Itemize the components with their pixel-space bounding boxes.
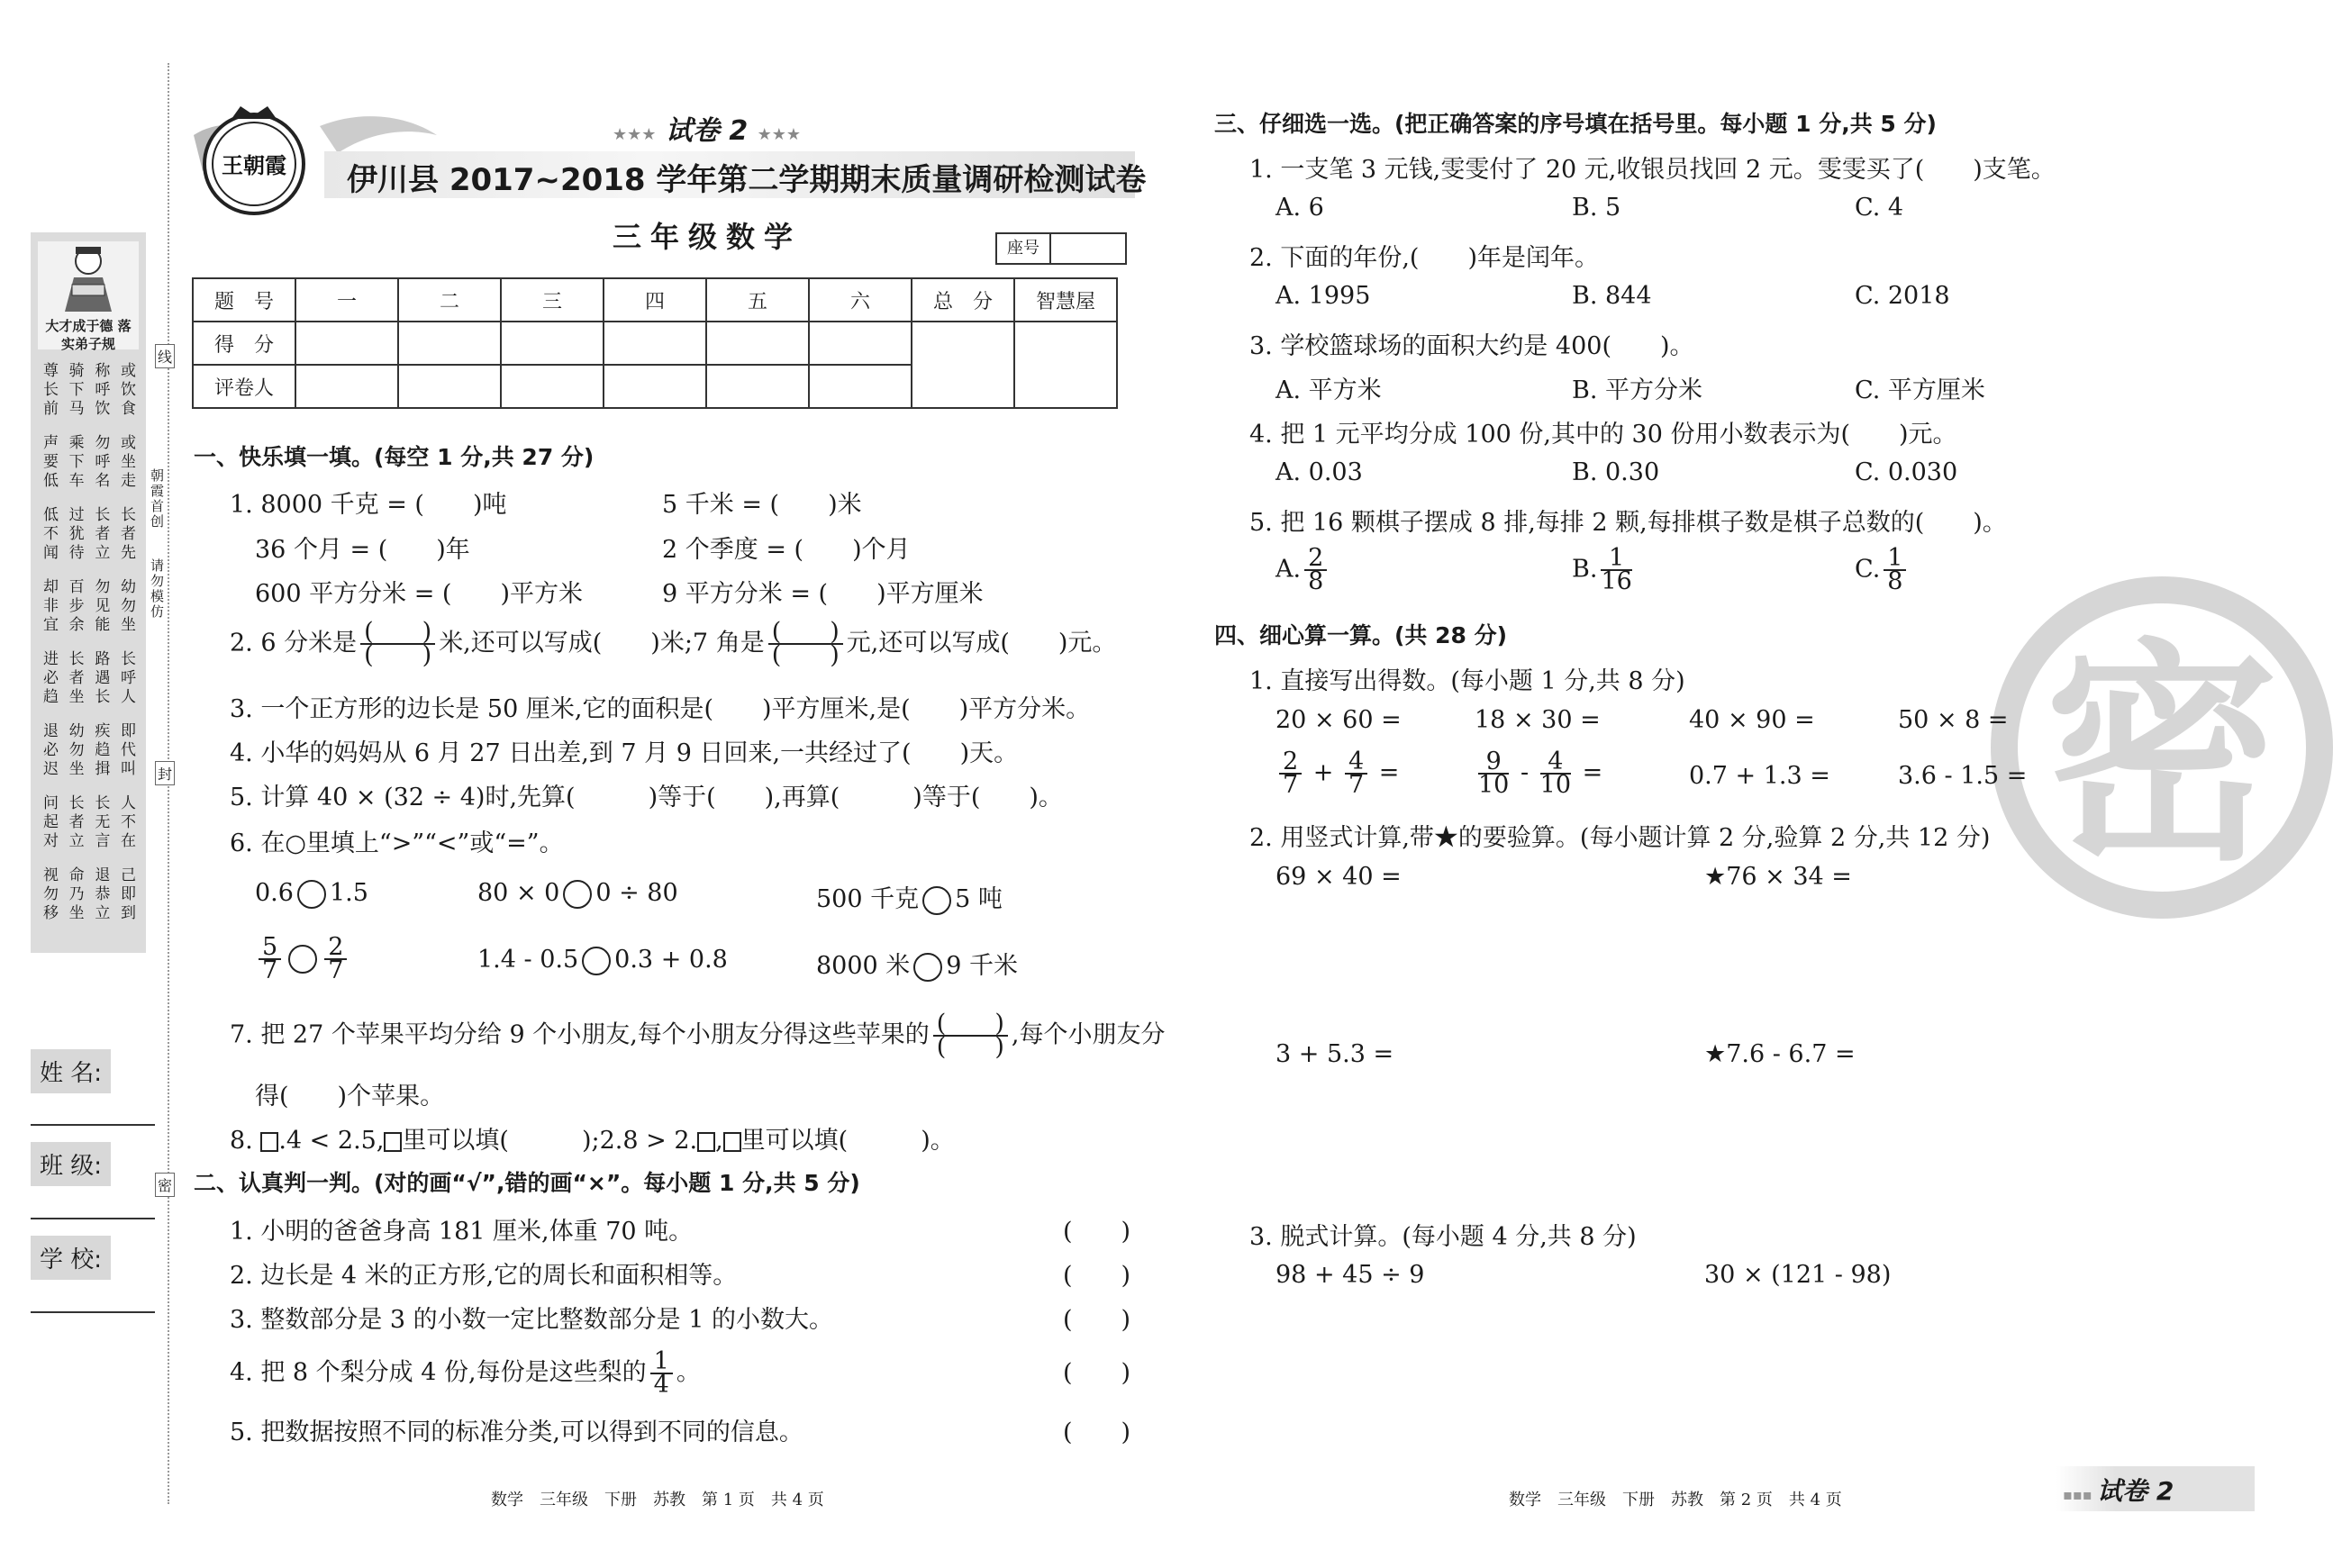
poem-row (43, 506, 139, 578)
poem-col: 退 恭 立 (95, 866, 111, 922)
calc-item: 40 × 90 = (1689, 706, 1815, 734)
scholar-figure-icon (38, 241, 139, 313)
choice-q1: 1. 一支笔 3 元钱,雯雯付了 20 元,收银员找回 2 元。雯雯买了( )支笔。 (1249, 156, 2056, 184)
score-cell[interactable] (604, 322, 706, 365)
score-cell[interactable] (501, 322, 604, 365)
poem-col: 进 必 趋 (43, 650, 59, 706)
q1-f: 9 平方分米 = ( )平方厘米 (662, 580, 984, 608)
subject-title: 三年级数学 (613, 220, 803, 254)
compare-circle[interactable] (563, 880, 592, 909)
poem-col: 长 无 言 (95, 794, 111, 850)
poem-col: 却 非 宜 (43, 578, 59, 634)
poem-col: 问 起 对 (43, 794, 59, 850)
compare-circle[interactable] (913, 953, 942, 982)
seat-label: 座号 (997, 234, 1051, 263)
step-calc-item: 30 × (121 - 98) (1704, 1261, 1892, 1289)
poem-col: 乘 下 车 (68, 434, 85, 490)
choice-q1-opt-c[interactable]: C. 4 (1855, 194, 1904, 222)
vertical-calc-item: 3 + 5.3 = (1275, 1040, 1394, 1068)
blank-fraction[interactable]: $\frac{( )}{( )}$ (933, 1013, 1008, 1058)
poem-col: 退 必 迟 (43, 722, 59, 778)
poem-col: 尊 长 前 (43, 362, 59, 418)
score-row (193, 322, 1117, 365)
score-cell[interactable] (295, 322, 398, 365)
choice-q4-opt-c[interactable]: C. 0.030 (1855, 458, 1958, 486)
q5: 5. 计算 40 × (32 ÷ 4)时,先算( )等于( ),再算( )等于( )。 (230, 784, 1063, 811)
score-cell[interactable] (706, 322, 809, 365)
poem-col: 视 勿 移 (43, 866, 59, 922)
vertical-note-2: 请勿模仿 (149, 558, 165, 620)
vertical-calc-item: ★7.6 - 6.7 = (1704, 1040, 1856, 1068)
choice-q3-opt-b[interactable]: B. 平方分米 (1572, 376, 1703, 404)
q2-text: 元,还可以写成( )元。 (846, 629, 1117, 657)
poem-col: 长 者 立 (95, 506, 111, 562)
judge-item-3: 3. 整数部分是 3 的小数一定比整数部分是 1 的小数大。 (230, 1306, 834, 1334)
poem-col: 或 坐 走 (120, 434, 136, 490)
vertical-calc-item: 69 × 40 = (1275, 863, 1402, 891)
q6-d: $\frac{5}{7}$ $\frac{2}{7}$ (255, 937, 350, 982)
poem-row (43, 362, 139, 434)
section4-title: 四、细心算一算。(共 28 分) (1214, 622, 1508, 648)
vertical-note-1: 朝霞首创 (149, 468, 165, 530)
star-icon: ★★★ (613, 125, 657, 144)
exam-badge: ★★★ 试卷 2 ★★★ (613, 115, 802, 147)
poem-col: 路 遇 长 (95, 650, 111, 706)
class-input-line[interactable] (31, 1218, 155, 1219)
poem-col: 幼 勿 坐 (68, 722, 85, 778)
poem-row (43, 434, 139, 506)
calc-q2: 2. 用竖式计算,带★的要验算。(每小题计算 2 分,验算 2 分,共 12 分) (1249, 824, 1991, 852)
seal-char-feng: 封 (155, 761, 175, 785)
poem-col: 称 呼 饮 (95, 362, 111, 418)
poem-col: 骑 下 马 (68, 362, 85, 418)
school-input-line[interactable] (31, 1311, 155, 1313)
judge-item-1: 1. 小明的爸爸身高 181 厘米,体重 70 吨。 (230, 1218, 694, 1246)
poem-col: 百 步 余 (68, 578, 85, 634)
compare-circle[interactable] (922, 886, 951, 915)
q2-text: 米,还可以写成( )米;7 角是 (439, 629, 765, 657)
q3: 3. 一个正方形的边长是 50 厘米,它的面积是( )平方厘米,是( )平方分米。 (230, 695, 1091, 723)
poem-row (43, 866, 139, 938)
judge-answer-4[interactable]: ( ) (1063, 1359, 1131, 1387)
q6-a: 0.6 1.5 (255, 879, 368, 907)
section2-title: 二、认真判一判。(对的画“√”,错的画“×”。每小题 1 分,共 5 分) (194, 1170, 860, 1196)
poem-col: 长 者 先 (120, 506, 136, 562)
q6-f: 8000 米 9 千米 (816, 952, 1019, 980)
score-header-cell: 三 (501, 278, 604, 322)
calc-fraction-1: $\frac{2}{7}$ + $\frac{4}{7}$ = (1275, 751, 1399, 796)
q6-c: 500 千克 5 吨 (816, 885, 1003, 913)
section3-title: 三、仔细选一选。(把正确答案的序号填在括号里。每小题 1 分,共 5 分) (1214, 111, 1937, 137)
choice-q5-opt-c[interactable]: C. $\frac{1}{8}$ (1855, 548, 1910, 593)
poem-col: 长 者 立 (68, 794, 85, 850)
poem-row (43, 650, 139, 722)
poem-col: 低 不 闻 (43, 506, 59, 562)
decorative-squares-icon: ▪▪▪ (2063, 1486, 2098, 1503)
footer-badge: ▪▪▪ 试卷 2 (2063, 1476, 2174, 1506)
confidential-watermark (1991, 576, 2333, 919)
q1-c: 36 个月 = ( )年 (255, 536, 470, 564)
score-header-cell: 六 (809, 278, 912, 322)
score-header-cell: 智慧屋 (1014, 278, 1117, 322)
q6-e: 1.4 - 0.5 0.3 + 0.8 (477, 946, 728, 974)
poem-col: 命 乃 坐 (68, 866, 85, 922)
choice-q4-opt-b[interactable]: B. 0.30 (1572, 458, 1660, 486)
q4: 4. 小华的妈妈从 6 月 27 日出差,到 7 月 9 日回来,一共经过了( )天。 (230, 739, 1019, 767)
judge-answer-3[interactable]: ( ) (1063, 1306, 1131, 1334)
poem-col: 勿 见 能 (95, 578, 111, 634)
choice-q1-opt-b[interactable]: B. 5 (1572, 194, 1621, 222)
judge-item-4: 4. 把 8 个梨分成 4 份,每份是这些梨的 $\frac{1}{4}$ 。 (230, 1347, 701, 1399)
judge-item-5: 5. 把数据按照不同的标准分类,可以得到不同的信息。 (230, 1418, 803, 1446)
q1-a: 1. 8000 千克 = ( )吨 (230, 491, 507, 519)
choice-q3-opt-a[interactable]: A. 平方米 (1275, 376, 1382, 404)
poem-col: 或 饮 食 (120, 362, 136, 418)
q6-b: 80 × 0 0 ÷ 80 (477, 879, 678, 907)
grader-cell[interactable] (501, 365, 604, 408)
score-table-header-row (193, 278, 1117, 322)
calc-fraction-2: $\frac{9}{10}$ - $\frac{4}{10}$ = (1478, 748, 1603, 799)
compare-circle[interactable] (297, 880, 326, 909)
q2-text: 2. 6 分米是 (230, 629, 358, 657)
poem-col: 己 即 到 (120, 866, 136, 922)
calc-item: 3.6 - 1.5 = (1898, 762, 2028, 790)
q6: 6. 在○里填上“>”“<”或“=”。 (230, 829, 564, 857)
score-header-cell: 题 号 (193, 278, 295, 322)
total-score-cell[interactable] (912, 322, 1014, 408)
blank-square[interactable] (697, 1132, 715, 1152)
q8: 8. .4 < 2.5, 里可以填( );2.8 > 2. , 里可以填( )。 (230, 1127, 955, 1155)
choice-q3-opt-c[interactable]: C. 平方厘米 (1855, 376, 1985, 404)
blank-square[interactable] (260, 1132, 278, 1152)
score-header-cell: 二 (398, 278, 501, 322)
choice-q2-opt-b[interactable]: B. 844 (1572, 282, 1652, 310)
score-header-cell: 一 (295, 278, 398, 322)
wisdom-score-cell[interactable] (1014, 322, 1117, 408)
poem-col: 过 犹 待 (68, 506, 85, 562)
poem-row (43, 722, 139, 794)
footer-left: 数学 三年级 下册 苏教 第 1 页 共 4 页 (491, 1491, 824, 1509)
grader-cell[interactable] (809, 365, 912, 408)
grader-row-label: 评卷人 (193, 365, 295, 408)
svg-text:王朝霞: 王朝霞 (222, 152, 286, 178)
seat-number-box (995, 232, 1127, 265)
step-calc-item: 98 + 45 ÷ 9 (1275, 1261, 1425, 1289)
compare-circle[interactable] (288, 945, 317, 974)
compare-circle[interactable] (582, 947, 611, 975)
q7: 7. 把 27 个苹果平均分给 9 个小朋友,每个小朋友分得这些苹果的 $\frac{( )}{( )}$ ,每个小朋友分 (230, 1010, 1166, 1061)
score-header-cell: 总 分 (912, 278, 1014, 322)
poem-row (43, 578, 139, 650)
choice-q4: 4. 把 1 元平均分成 100 份,其中的 30 份用小数表示为( )元。 (1249, 421, 1957, 449)
watermark-char: 密 (2045, 621, 2279, 893)
q7-cont: 得( )个苹果。 (255, 1083, 445, 1110)
grader-cell[interactable] (604, 365, 706, 408)
judge-answer-2[interactable]: ( ) (1063, 1262, 1131, 1290)
calc-item: 20 × 60 = (1275, 706, 1402, 734)
section1-title: 一、快乐填一填。(每空 1 分,共 27 分) (194, 444, 595, 470)
sidebar-motto-area (38, 241, 139, 352)
poem-col: 长 呼 人 (120, 650, 136, 706)
score-cell[interactable] (398, 322, 501, 365)
seal-char-xian: 线 (155, 344, 175, 368)
choice-q5-opt-b[interactable]: B. $\frac{1}{16}$ (1572, 544, 1632, 595)
poem-col: 人 不 在 (120, 794, 136, 850)
poem-col: 勿 呼 名 (95, 434, 111, 490)
q1-d: 2 个季度 = ( )个月 (662, 536, 911, 564)
judge-item-2: 2. 边长是 4 米的正方形,它的周长和面积相等。 (230, 1262, 738, 1290)
footer-right: 数学 三年级 下册 苏教 第 2 页 共 4 页 (1509, 1491, 1842, 1509)
poem-row (43, 794, 139, 866)
vertical-calc-item: ★76 × 34 = (1704, 863, 1852, 891)
blank-fraction[interactable]: $\frac{( )}{( )}$ (768, 621, 843, 666)
q2 (230, 618, 1117, 669)
choice-q2-opt-c[interactable]: C. 2018 (1855, 282, 1950, 310)
grader-cell[interactable] (706, 365, 809, 408)
choice-q2: 2. 下面的年份,( )年是闰年。 (1249, 244, 1599, 272)
score-row-label: 得 分 (193, 322, 295, 365)
poem-col: 幼 勿 坐 (120, 578, 136, 634)
sidebar-poem (43, 362, 139, 938)
choice-q5: 5. 把 16 颗棋子摆成 8 排,每排 2 颗,每排棋子数是棋子总数的( )。 (1249, 509, 2007, 537)
exam-title: 伊川县 2017~2018 学年第二学期期末质量调研检测试卷 (347, 162, 1147, 198)
poem-col: 声 要 低 (43, 434, 59, 490)
seat-number-input[interactable] (1051, 234, 1125, 263)
calc-q1: 1. 直接写出得数。(每小题 1 分,共 8 分) (1249, 667, 1685, 695)
name-label: 姓 名: (31, 1049, 111, 1093)
calc-q3: 3. 脱式计算。(每小题 4 分,共 8 分) (1249, 1223, 1637, 1251)
q1-b: 5 千米 = ( )米 (662, 491, 862, 519)
calc-item: 0.7 + 1.3 = (1689, 762, 1830, 790)
blank-square[interactable] (723, 1132, 741, 1152)
sidebar-motto: 大才成于德 落实弟子规 (45, 318, 132, 352)
blank-square[interactable] (384, 1132, 402, 1152)
grader-cell[interactable] (398, 365, 501, 408)
calc-item: 50 × 8 = (1898, 706, 2009, 734)
score-header-cell: 五 (706, 278, 809, 322)
seal-char-mi: 密 (155, 1173, 175, 1197)
choice-q5-opt-a[interactable]: A. $\frac{2}{8}$ (1275, 548, 1330, 593)
poem-col: 长 者 坐 (68, 650, 85, 706)
choice-q3: 3. 学校篮球场的面积大约是 400( )。 (1249, 332, 1694, 360)
q1-e: 600 平方分米 = ( )平方米 (255, 580, 583, 608)
grader-cell[interactable] (295, 365, 398, 408)
score-cell[interactable] (809, 322, 912, 365)
calc-item: 18 × 30 = (1475, 706, 1601, 734)
school-label: 学 校: (31, 1236, 111, 1280)
choice-q4-opt-a[interactable]: A. 0.03 (1275, 458, 1363, 486)
star-icon: ★★★ (757, 125, 802, 144)
judge-answer-5[interactable]: ( ) (1063, 1418, 1131, 1446)
name-input-line[interactable] (31, 1124, 155, 1126)
poem-col: 即 代 叫 (120, 722, 136, 778)
score-header-cell: 四 (604, 278, 706, 322)
choice-q1-opt-a[interactable]: A. 6 (1275, 194, 1324, 222)
blank-fraction[interactable]: $\frac{( )}{( )}$ (360, 621, 435, 666)
choice-q2-opt-a[interactable]: A. 1995 (1275, 282, 1371, 310)
judge-answer-1[interactable]: ( ) (1063, 1218, 1131, 1246)
class-label: 班 级: (31, 1142, 111, 1186)
score-table (192, 277, 1118, 409)
poem-col: 疾 趋 揖 (95, 722, 111, 778)
